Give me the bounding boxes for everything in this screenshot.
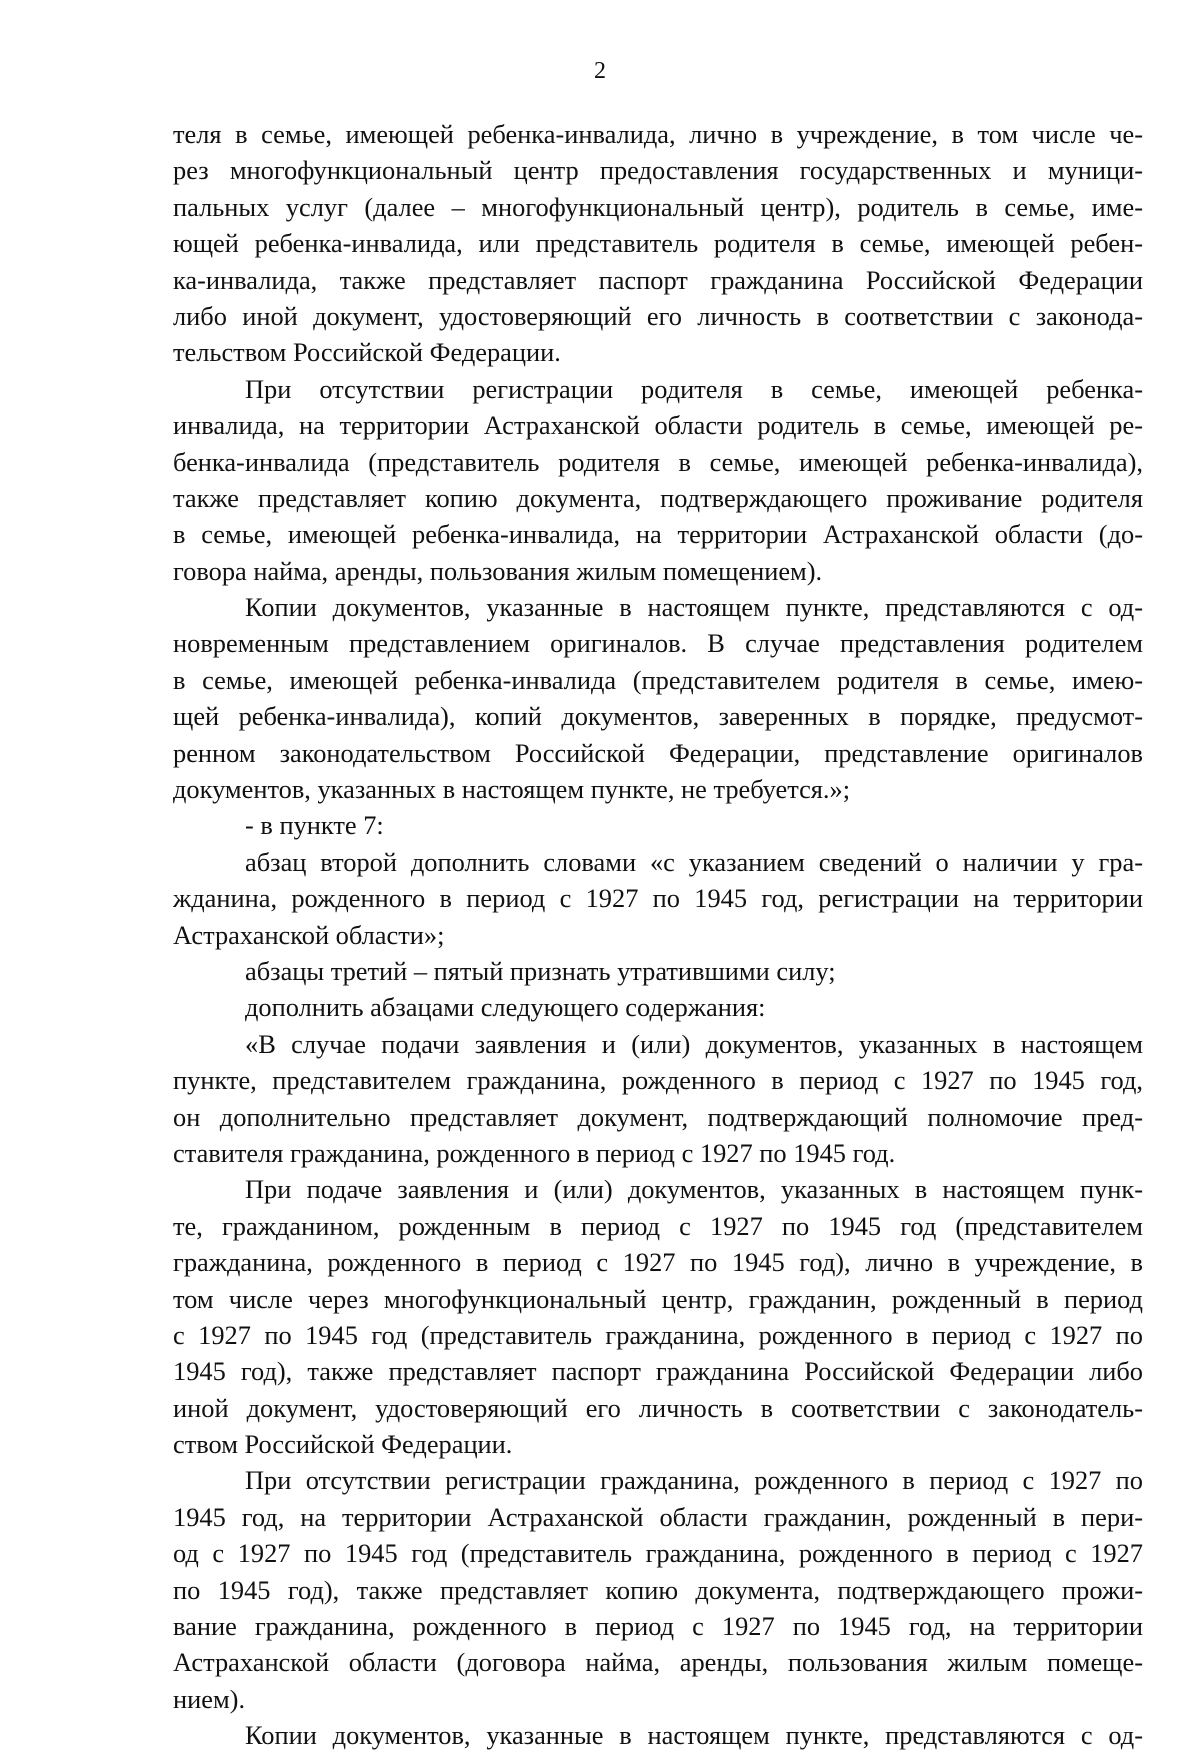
text-line: нием). [173,1683,246,1714]
document-body [173,116,1143,1754]
text-line: рез многофункциональный центр предоставления государственных и муници- [173,155,1143,186]
text-line: 1945 год), также представляет паспорт гражданина Российской Федерации либо [173,1356,1143,1387]
text-line: по 1945 год), также представляет копию документа, подтверждающего прожи- [173,1574,1143,1605]
text-line: ставителя гражданина, рожденного в период с 1927 по 1945 год. [173,1137,896,1168]
text-line: ка-инвалида, также представляет паспорт гражданина Российской Федерации [173,264,1143,295]
text-line: либо иной документ, удостоверяющий его личность в соответствии с законода- [173,300,1143,331]
text-line: 1945 год, на территории Астраханской области гражданин, рожденный в пери- [173,1501,1143,1532]
text-line: дополнить абзацами следующего содержания: [245,992,766,1023]
text-line: он дополнительно представляет документ, подтверждающий полномочие пред- [173,1101,1143,1132]
text-line: инвалида, на территории Астраханской области родитель в семье, имеющей ре- [173,410,1143,441]
text-line: те, гражданином, рожденным в период с 1927 по 1945 год (представителем [173,1210,1143,1241]
text-line: «В случае подачи заявления и (или) документов, указанных в настоящем [245,1028,1143,1059]
text-line: с 1927 по 1945 год (представитель гражданина, рожденного в период с 1927 по [173,1319,1143,1350]
text-line: гражданина, рожденного в период с 1927 по 1945 год), лично в учреждение, в [173,1247,1143,1278]
text-line: При отсутствии регистрации родителя в семье, имеющей ребенка- [245,373,1143,404]
text-line: говора найма, аренды, пользования жилым помещением). [173,555,823,586]
text-line: тельством Российской Федерации. [173,337,561,368]
text-line: При отсутствии регистрации гражданина, рожденного в период с 1927 по [245,1465,1143,1496]
text-line: в семье, имеющей ребенка-инвалида, на территории Астраханской области (до- [173,519,1143,550]
text-line: При подаче заявления и (или) документов, указанных в настоящем пунк- [245,1174,1143,1205]
text-line: абзацы третий – пятый признать утратившими силу; [245,955,836,986]
text-line: Копии документов, указанные в настоящем пункте, представляются с од- [245,592,1143,623]
text-line: теля в семье, имеющей ребенка-инвалида, лично в учреждение, в том числе че- [173,119,1143,149]
text-line: также представляет копию документа, подтверждающего проживание родителя [173,482,1143,513]
text-line: том числе через многофункциональный центр, гражданин, рожденный в период [173,1283,1143,1314]
text-line: жданина, рожденного в период с 1927 по 1945 год, регистрации на территории [173,883,1143,914]
text-line: ющей ребенка-инвалида, или представитель родителя в семье, имеющей ребен- [173,228,1143,259]
text-line: документов, указанных в настоящем пункте, не требуется.»; [173,774,851,805]
page-number: 2 [594,58,606,84]
text-line: од с 1927 по 1945 год (представитель гражданина, рожденного в период с 1927 [173,1538,1143,1569]
text-line: новременным представлением оригиналов. В случае представления родителем [173,628,1143,659]
text-line: абзац второй дополнить словами «с указанием сведений о наличии у гра- [245,846,1143,877]
text-line: пальных услуг (далее – многофункциональный центр), родитель в семье, име- [173,191,1143,222]
text-line: пункте, представителем гражданина, рожденного в период с 1927 по 1945 год, [173,1065,1143,1096]
text-line: Копии документов, указанные в настоящем пункте, представляются с од- [245,1720,1143,1751]
text-line: бенка-инвалида (представитель родителя в семье, имеющей ребенка-инвалида), [173,446,1143,477]
text-line: иной документ, удостоверяющий его личность в соответствии с законодатель- [173,1392,1143,1423]
text-line: в семье, имеющей ребенка-инвалида (представителем родителя в семье, имею- [173,664,1143,695]
text-line: ренном законодательством Российской Федерации, представление оригиналов [173,737,1143,768]
text-line: Астраханской области»; [173,919,445,950]
text-line: щей ребенка-инвалида), копий документов, заверенных в порядке, предусмот- [173,701,1143,732]
text-line: ством Российской Федерации. [173,1429,513,1460]
text-line: вание гражданина, рожденного в период с 1927 по 1945 год, на территории [173,1611,1143,1642]
text-line: Астраханской области (договора найма, аренды, пользования жилым помеще- [173,1647,1143,1678]
text-line: - в пункте 7: [245,810,384,841]
